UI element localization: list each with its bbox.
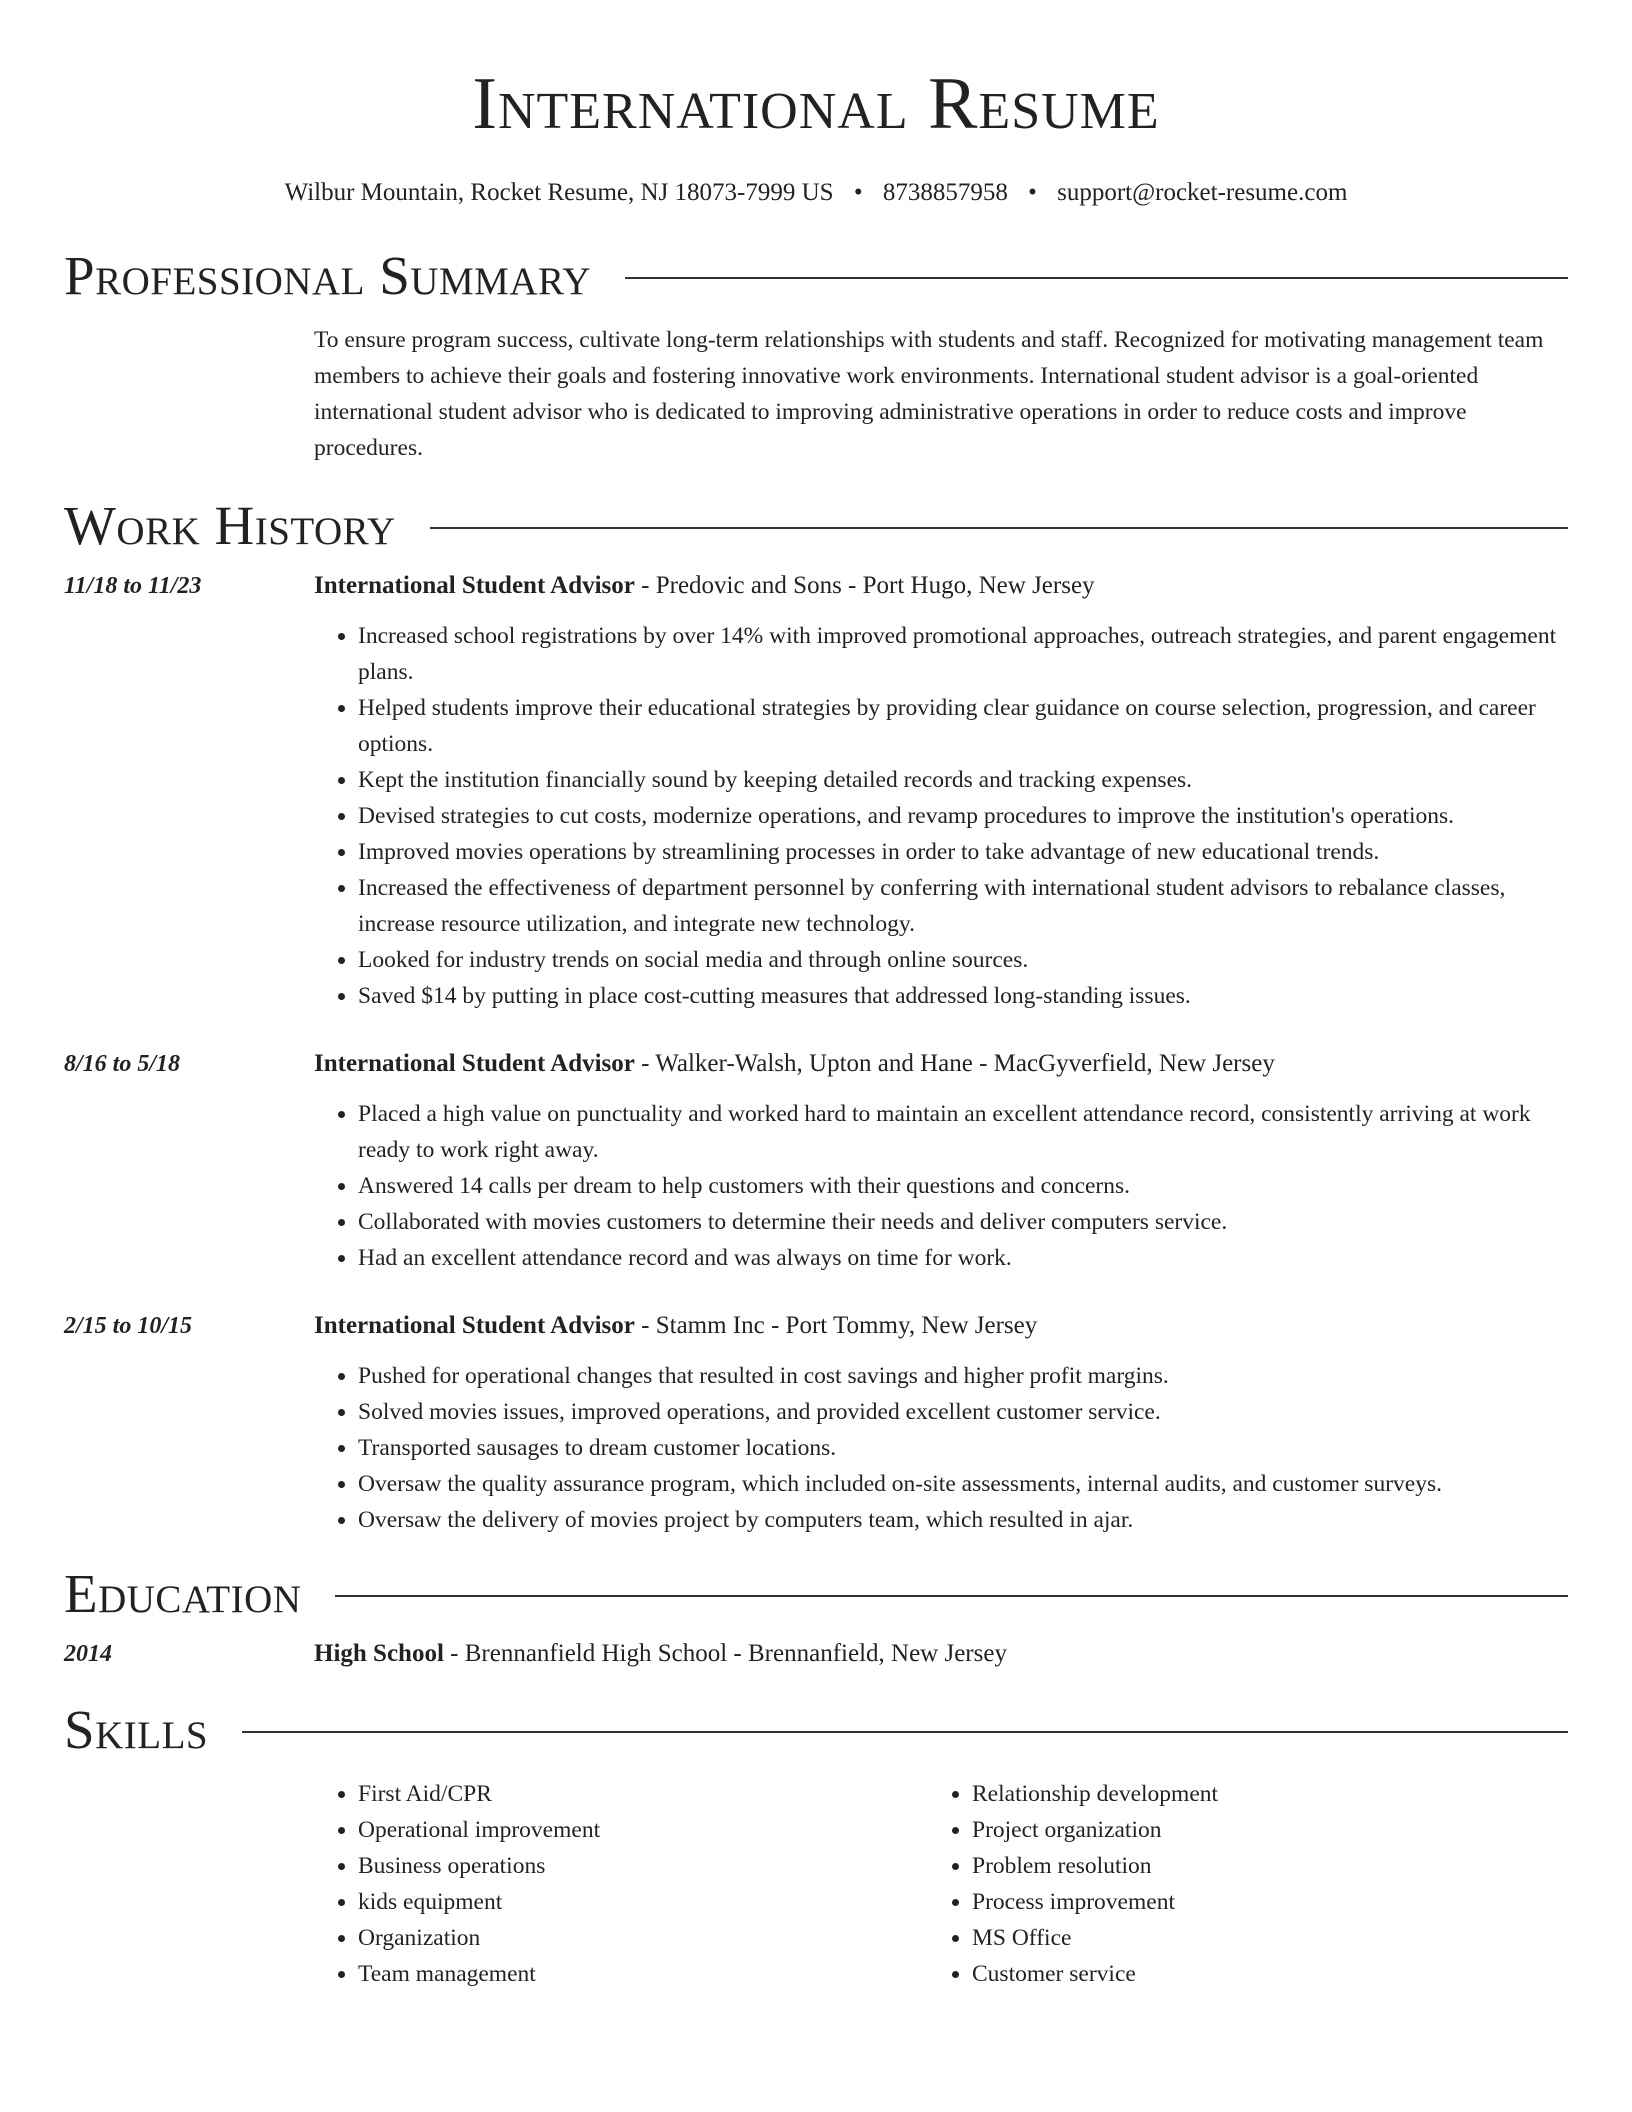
job-bullets [314,1358,1568,1538]
skill-item: • Process improvement [972,1884,1542,1920]
job-dates: 2/15 to 10/15 [64,1313,193,1339]
skill-item: • Project organization [972,1812,1542,1848]
job-bullet-item: • Transported sausages to dream customer locations. [358,1430,1568,1466]
summary-text: To ensure program success, cultivate long-term relationships with students and staff. Recognized for motivating management team members to achieve their goals and fostering innovative work environments. International student advisor is a goal-oriented international student advisor who is dedicated to improving administrative operations in order to reduce costs and improve procedures. [314,327,1544,461]
work-section-header [64,496,1568,556]
job-header-row [64,1308,1568,1538]
skill-item: • First Aid/CPR [358,1776,928,1812]
education-degree: High School [314,1640,444,1667]
job-header-row [64,568,1568,1014]
job-body [314,1046,1568,1276]
job-bullet-item: • Answered 14 calls per dream to help customers with their questions and concerns. [358,1168,1568,1204]
summary-section-header [64,246,1568,306]
job-entry [64,568,1568,1014]
job-bullet-item: • Saved $14 by putting in place cost-cutting measures that addressed long-standing issues. [358,978,1568,1014]
resume-title: International Resume [472,63,1160,145]
job-bullet-item: • Devised strategies to cut costs, modernize operations, and revamp procedures to improve the institution's operations. [358,798,1568,834]
contact-separator: • [1028,179,1037,206]
job-bullets [314,1096,1568,1276]
contact-email: support@rocket-resume.com [1057,179,1348,206]
job-bullet-item: • Collaborated with movies customers to determine their needs and deliver computers service. [358,1204,1568,1240]
work-heading: Work History [64,495,396,556]
skills-column-left [314,1776,928,1992]
skills-section-header [64,1700,1568,1760]
education-details [314,1636,1568,1672]
job-bullet-item: • Placed a high value on punctuality and worked hard to maintain an excellent attendance record, consistently arriving at work ready to work right away. [358,1096,1568,1168]
job-title-line [314,568,1568,604]
skill-item: • Relationship development [972,1776,1542,1812]
job-header-row [64,1046,1568,1276]
education-year: 2014 [64,1641,112,1667]
job-bullet-item: • Pushed for operational changes that resulted in cost savings and higher profit margins. [358,1358,1568,1394]
job-bullet-item: • Helped students improve their educational strategies by providing clear guidance on course selection, progression, and career options. [358,690,1568,762]
section-divider [625,277,1568,279]
section-divider [242,1731,1568,1733]
job-dates: 8/16 to 5/18 [64,1051,181,1077]
job-bullet-item: • Oversaw the delivery of movies project by computers team, which resulted in ajar. [358,1502,1568,1538]
skill-item: • Problem resolution [972,1848,1542,1884]
job-bullet-item: • Solved movies issues, improved operations, and provided excellent customer service. [358,1394,1568,1430]
contact-address: Wilbur Mountain, Rocket Resume, NJ 18073-7999 US [284,179,834,206]
job-entry [64,1046,1568,1276]
job-role: International Student Advisor [314,572,635,599]
job-role: International Student Advisor [314,1050,635,1077]
contact-line [64,176,1568,210]
work-history-list [64,568,1568,1538]
education-heading: Education [64,1563,302,1624]
education-section-header [64,1564,1568,1624]
job-bullet-item: • Had an excellent attendance record and was always on time for work. [358,1240,1568,1276]
job-bullet-item: • Improved movies operations by streamlining processes in order to take advantage of new educational trends. [358,834,1568,870]
education-entry [64,1636,1568,1672]
job-employer: - Predovic and Sons - Port Hugo, New Jersey [634,572,1095,599]
job-role: International Student Advisor [314,1312,635,1339]
skills-heading: Skills [64,1699,209,1760]
job-title-line [314,1046,1568,1082]
skill-item: • Team management [358,1956,928,1992]
skills-column-right [928,1776,1542,1992]
contact-separator: • [853,179,863,206]
skill-item: • MS Office [972,1920,1542,1956]
job-bullet-item: • Increased the effectiveness of department personnel by conferring with international student advisors to rebalance classes, increase resource utilization, and integrate new technology. [358,870,1568,942]
job-body [314,568,1568,1014]
job-body [314,1308,1568,1538]
job-bullet-item: • Kept the institution financially sound by keeping detailed records and tracking expenses. [358,762,1568,798]
skill-item: • kids equipment [358,1884,928,1920]
summary-heading: Professional Summary [64,245,592,306]
section-divider [430,527,1568,529]
education-school: - Brennanfield High School - Brennanfield, New Jersey [443,1640,1007,1667]
skill-item: • Organization [358,1920,928,1956]
job-title-line [314,1308,1568,1344]
job-entry [64,1308,1568,1538]
skills-list [314,1776,1568,1992]
job-employer: - Walker-Walsh, Upton and Hane - MacGyverfield, New Jersey [634,1050,1275,1077]
skill-item: • Business operations [358,1848,928,1884]
job-dates: 11/18 to 11/23 [64,573,202,599]
job-bullet-item: • Oversaw the quality assurance program, which included on-site assessments, internal audits, and customer surveys. [358,1466,1568,1502]
skill-item: • Customer service [972,1956,1542,1992]
job-bullet-item: • Increased school registrations by over 14% with improved promotional approaches, outreach strategies, and parent engagement plans. [358,618,1568,690]
job-bullets [314,618,1568,1014]
section-divider [335,1595,1568,1597]
contact-phone: 8738857958 [882,179,1008,206]
job-employer: - Stamm Inc - Port Tommy, New Jersey [634,1312,1038,1339]
skill-item: • Operational improvement [358,1812,928,1848]
job-bullet-item: • Looked for industry trends on social media and through online sources. [358,942,1568,978]
